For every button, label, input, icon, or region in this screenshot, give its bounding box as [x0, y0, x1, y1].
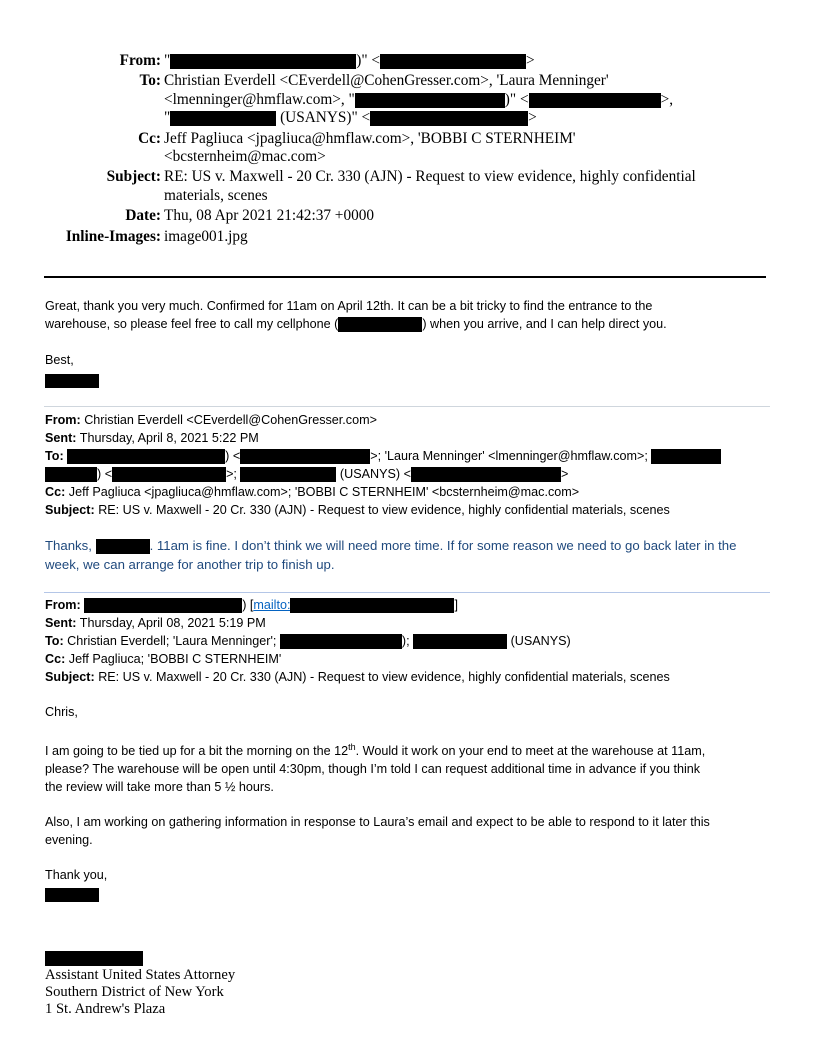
message-3-paragraph-1: I am going to be tied up for a bit the morning on the 12th. Would it work on your end to meet at the warehouse at 11am, please? The warehouse will be open until 4:30pm, though I’m told I can request additional time in advance if you think the review will take more than 5 ½ hours.	[45, 742, 706, 795]
header-from-row	[40, 52, 780, 70]
signature-address: 1 St. Andrew's Plaza	[45, 1001, 166, 1017]
redaction-block	[170, 54, 356, 69]
message-3-greeting: Chris,	[45, 705, 78, 719]
redaction-block	[240, 467, 336, 482]
inline-images-label: Inline-Images:	[65, 227, 161, 245]
message-1-closing: Best,	[45, 353, 74, 367]
signature-office: Southern District of New York	[45, 984, 224, 1000]
redaction-block	[413, 634, 507, 649]
message-2-to: To: ) < >; 'Laura Menninger' <lmenninger@hmflaw.com>; ) < >; (USANYS) < >	[45, 447, 770, 483]
mailto-link[interactable]: mailto:	[253, 598, 454, 612]
redaction-block	[529, 93, 661, 108]
message-separator	[44, 592, 770, 593]
message-2-text: Thanks, . 11am is fine. I don’t think we will need more time. If for some reason we need to go back later in the week, we can arrange for another trip to finish up.	[45, 538, 737, 572]
cc-value: Jeff Pagliuca <jpagliuca@hmflaw.com>, 'BOBBI C STERNHEIM' <bcsternheim@mac.com>	[164, 129, 576, 166]
message-3	[45, 596, 770, 902]
header-divider	[44, 276, 766, 278]
message-2-cc: Cc: Jeff Pagliuca <jpagliuca@hmflaw.com>; 'BOBBI C STERNHEIM' <bcsternheim@mac.com>	[45, 485, 580, 499]
message-2-sent: Sent: Thursday, April 8, 2021 5:22 PM	[45, 431, 259, 445]
from-label: From:	[119, 52, 161, 69]
to-value: Christian Everdell <CEverdell@CohenGresser.com>, 'Laura Menninger' <lmenninger@hmflaw.com>, " )" < >, " (USANYS)" < >	[164, 72, 674, 127]
from-value: " )" < >	[164, 52, 535, 69]
header-cc-row	[40, 130, 780, 167]
redaction-block	[96, 539, 150, 554]
inline-images-value: image001.jpg	[164, 227, 248, 245]
message-3-sent: Sent: Thursday, April 08, 2021 5:19 PM	[45, 616, 266, 630]
redaction-block	[380, 54, 526, 69]
header-to-row	[40, 72, 780, 127]
date-label: Date:	[125, 207, 161, 225]
redaction-block	[67, 449, 225, 464]
redaction-block	[240, 449, 370, 464]
cc-label: Cc:	[138, 129, 161, 147]
signature-title: Assistant United States Attorney	[45, 967, 236, 983]
date-value: Thu, 08 Apr 2021 21:42:37 +0000	[164, 207, 375, 225]
message-3-paragraph-2: Also, I am working on gathering information in response to Laura’s email and expect to be able to respond to it later this evening.	[45, 815, 710, 848]
redaction-block	[84, 598, 242, 613]
redaction-block	[290, 598, 454, 613]
subject-value: RE: US v. Maxwell - 20 Cr. 330 (AJN) - Request to view evidence, highly confidential materials, scenes	[164, 168, 696, 204]
message-3-to: To: Christian Everdell; 'Laura Menninger'; ); (USANYS)	[45, 634, 571, 648]
message-3-from: From: ) [mailto: ]	[45, 598, 458, 612]
header-images-row	[40, 228, 780, 246]
signature-block	[45, 967, 235, 1018]
message-3-closing: Thank you,	[45, 868, 108, 883]
message-2-subject: Subject: RE: US v. Maxwell - 20 Cr. 330 (AJN) - Request to view evidence, highly confidential materials, scenes	[45, 503, 670, 517]
header-date-row	[40, 207, 780, 225]
to-label: To:	[139, 72, 161, 90]
message-1-text: Great, thank you very much. Confirmed for 11am on April 12th. It can be a bit tricky to find the entrance to the warehouse, so please feel free to call my cellphone ( ) when you arrive, and I can help direct you.	[45, 299, 667, 331]
header-subject-row	[40, 168, 780, 205]
redaction-block	[170, 111, 276, 126]
message-3-cc: Cc: Jeff Pagliuca; 'BOBBI C STERNHEIM'	[45, 652, 282, 666]
signature-name-redaction	[45, 951, 143, 966]
redaction-block	[355, 93, 505, 108]
redaction-block	[338, 317, 422, 332]
message-2	[45, 411, 770, 574]
redaction-block	[370, 111, 528, 126]
message-3-subject: Subject: RE: US v. Maxwell - 20 Cr. 330 (AJN) - Request to view evidence, highly confidential materials, scenes	[45, 670, 670, 684]
message-2-from: From: Christian Everdell <CEverdell@CohenGresser.com>	[45, 413, 377, 427]
email-header	[40, 52, 780, 248]
redaction-block	[411, 467, 561, 482]
redaction-block	[280, 634, 402, 649]
message-separator	[44, 406, 770, 407]
redaction-block	[45, 467, 97, 482]
message-1-body	[45, 297, 770, 388]
redaction-block	[651, 449, 721, 464]
subject-label: Subject:	[106, 168, 161, 186]
redaction-block	[45, 888, 99, 902]
redaction-block	[112, 467, 226, 482]
redaction-block	[45, 374, 99, 388]
